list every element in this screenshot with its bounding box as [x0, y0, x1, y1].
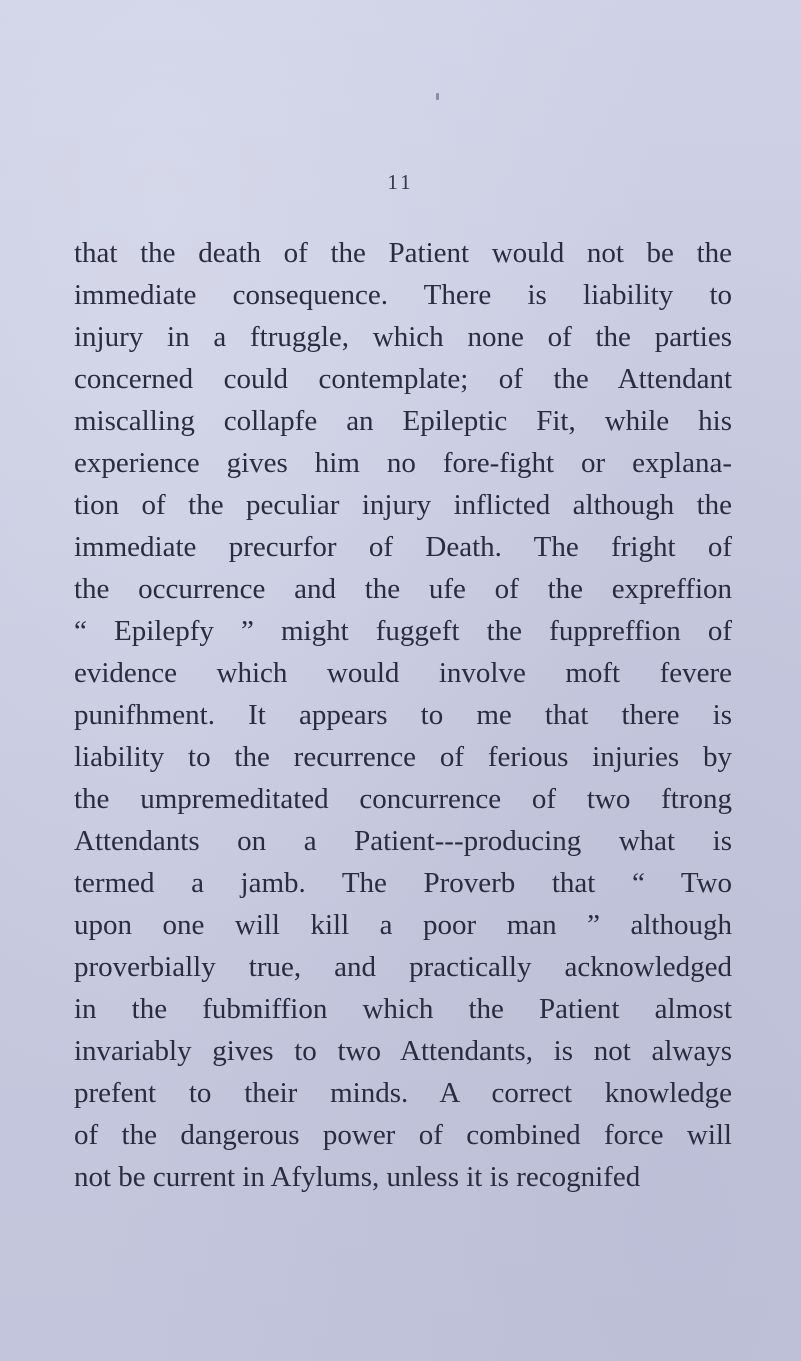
text-line-7: tion of the peculiar injury inflicted although the [74, 489, 732, 521]
text-line-5: miscalling collapfe an Epileptic Fit, while his [74, 405, 732, 437]
body-text [74, 232, 732, 1198]
text-line-19: in the fubmiffion which the Patient almost [74, 993, 732, 1025]
text-line-6: experience gives him no fore-fight or explana- [74, 447, 732, 479]
text-line-20: invariably gives to two Attendants, is not always [74, 1035, 732, 1067]
text-line-4: concerned could contemplate; of the Attendant [74, 363, 732, 395]
text-line-15: Attendants on a Patient---producing what is [74, 825, 732, 857]
text-line-16: termed a jamb. The Proverb that “ Two [74, 867, 732, 899]
text-line-3: injury in a ftruggle, which none of the parties [74, 321, 732, 353]
text-line-8: immediate precurfor of Death. The fright of [74, 531, 732, 563]
text-line-12: punifhment. It appears to me that there is [74, 699, 732, 731]
text-line-13: liability to the recurrence of ferious injuries by [74, 741, 732, 773]
text-line-2: immediate consequence. There is liability to [74, 279, 732, 311]
text-line-22: of the dangerous power of combined force will [74, 1119, 732, 1151]
ink-speck [436, 93, 439, 100]
text-line-1: that the death of the Patient would not be the [74, 237, 732, 269]
text-line-21: prefent to their minds. A correct knowledge [74, 1077, 732, 1109]
page-number: 11 [387, 170, 414, 194]
text-line-23: not be current in Afylums, unless it is recognifed [74, 1161, 641, 1193]
text-line-18: proverbially true, and practically acknowledged [74, 951, 732, 983]
text-line-9: the occurrence and the ufe of the expreffion [74, 573, 732, 605]
text-line-10: “ Epilepfy ” might fuggeft the fuppreffion of [74, 615, 732, 647]
text-line-11: evidence which would involve moft fevere [74, 657, 732, 689]
text-line-14: the umpremeditated concurrence of two ftrong [74, 783, 732, 815]
text-line-17: upon one will kill a poor man ” although [74, 909, 732, 941]
